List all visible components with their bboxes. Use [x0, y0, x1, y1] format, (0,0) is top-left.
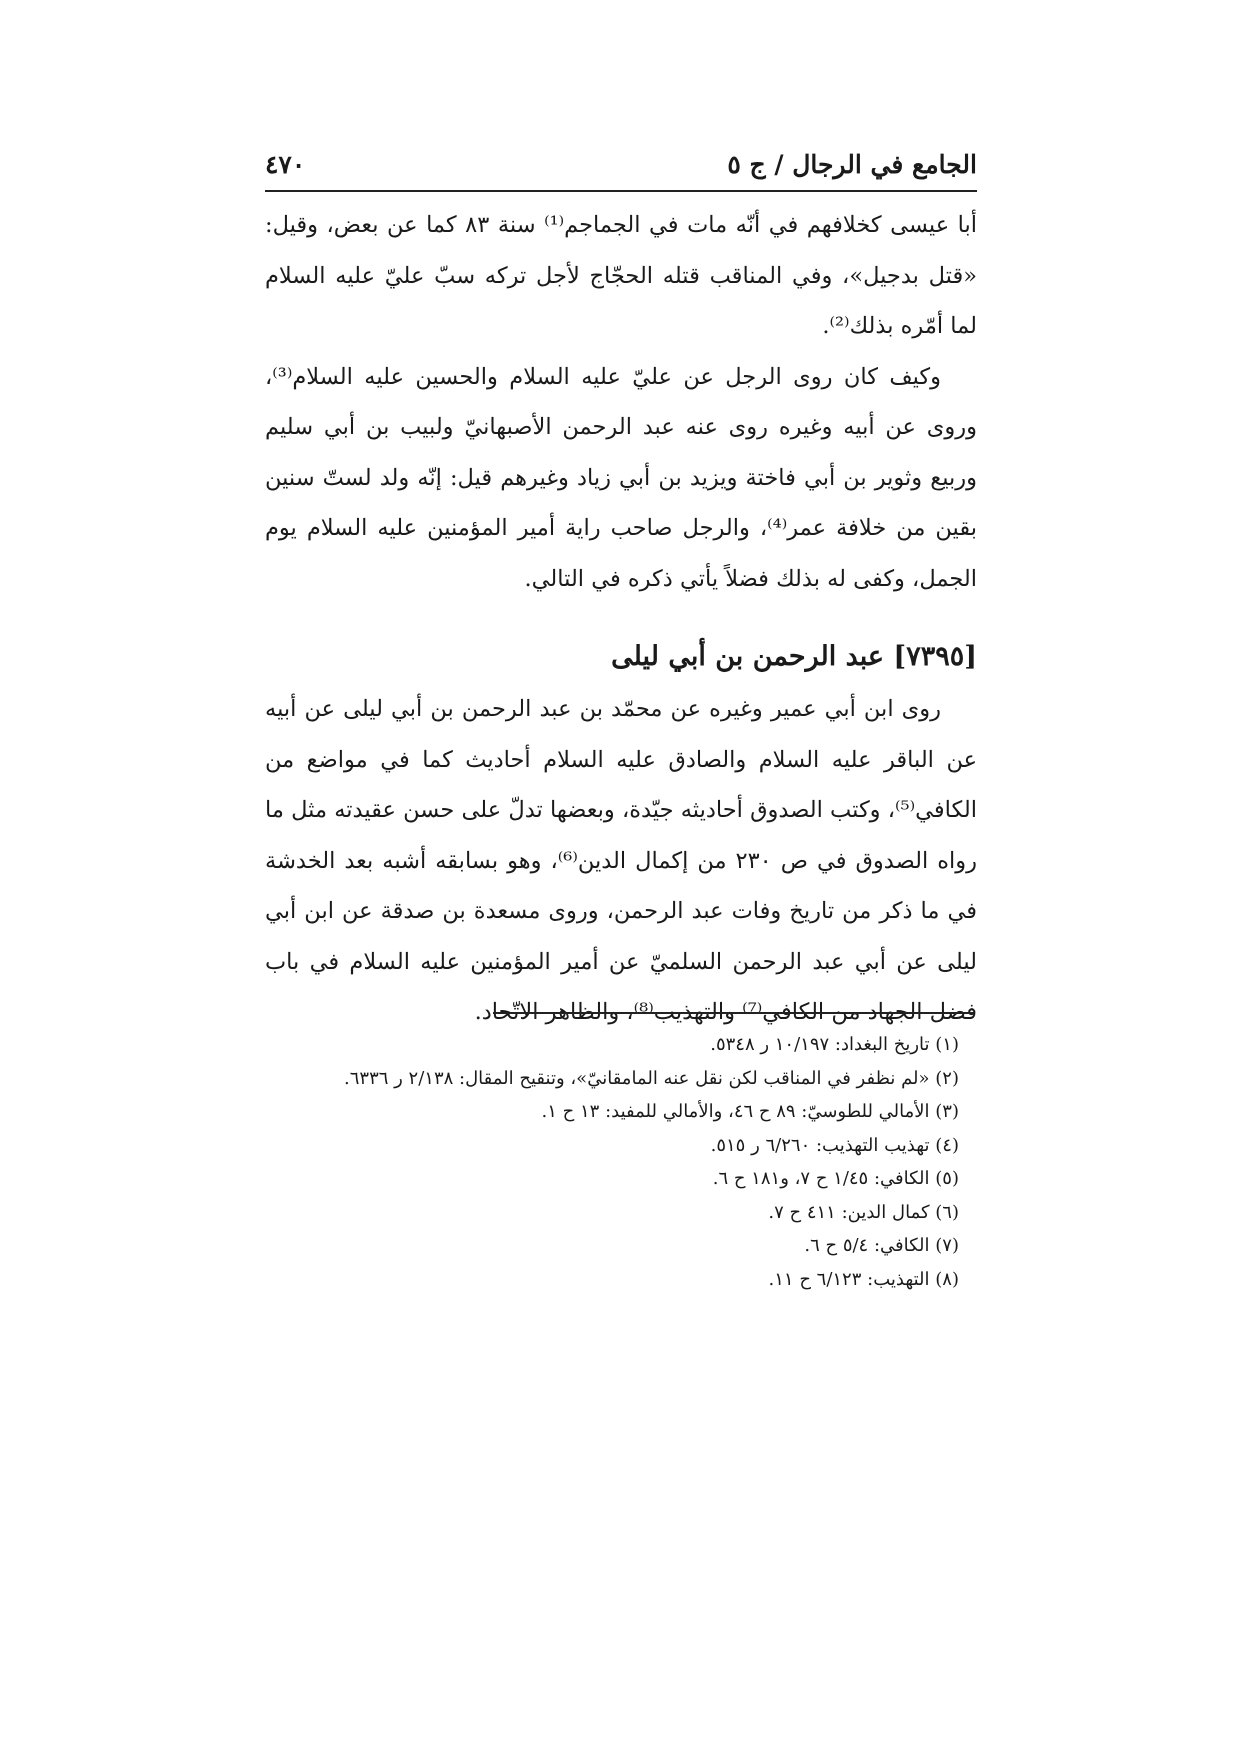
entry-body: روى ابن أبي عمير وغيره عن محمّد بن عبد الرحمن بن أبي ليلى عن أبيه عن الباقر عليه السلام والصادق عليه السلام أحاديث كما في مواضع من الكافي⁽⁵⁾، وكتب الصدوق أحاديثه جيّدة، وبعضها تدلّ على حسن عقيدته مثل ما رواه الصدوق في ص ٢٣٠ من إكمال الدين⁽⁶⁾، وهو بسابقه أشبه بعد الخدشة في ما ذكر من تاريخ وفات عبد الرحمن، وروى مسعدة بن صدقة عن ابن أبي ليلى عن أبي عبد الرحمن السلميّ عن أمير المؤمنين عليه السلام في باب فضل الجهاد من الكافي⁽⁷⁾ والتهذيب⁽⁸⁾، والظاهر الاتّحاد.	[265, 696, 977, 1025]
footnote: (٧) الكافي: ٥/٤ ح ٦.	[804, 1235, 959, 1256]
book-title: الجامع في الرجال / ج ٥	[727, 150, 977, 179]
paragraph: وكيف كان روى الرجل عن عليّ عليه السلام والحسين عليه السلام⁽³⁾، وروى عن أبيه وغيره روى عنه عبد الرحمن الأصبهانيّ ولبيب بن أبي سليم وربيع وثوير بن أبي فاختة ويزيد بن أبي زياد وغيرهم قيل: إنّه ولد لستّ سنين بقين من خلافة عمر⁽⁴⁾، والرجل صاحب راية أمير المؤمنين عليه السلام يوم الجمل، وكفى له بذلك فضلاً يأتي ذكره في التالي.	[265, 363, 977, 592]
footnote: (٣) الأمالي للطوسيّ: ٨٩ ح ٤٦، والأمالي للمفيد: ١٣ ح ١.	[541, 1101, 959, 1122]
paragraph-continuation: أبا عيسى كخلافهم في أنّه مات في الجماجم⁽¹⁾ سنة ٨٣ كما عن بعض، وقيل: «قتل بدجيل»، وفي المناقب قتله الحجّاج لأجل تركه سبّ عليّ عليه السلام لما أمّره بذلك⁽²⁾.	[265, 212, 977, 339]
entry-heading: [٧٣٩٥] عبد الرحمن بن أبي ليلى	[611, 641, 977, 672]
footnote: (٥) الكافي: ١/٤٥ ح ٧، و١٨١ ح ٦.	[712, 1168, 959, 1189]
footnote: (١) تاريخ البغداد: ١٠/١٩٧ ر ٥٣٤٨.	[710, 1034, 959, 1055]
footnote: (٨) التهذيب: ٦/١٢٣ ح ١١.	[768, 1268, 959, 1290]
footnote: (٦) كمال الدين: ٤١١ ح ٧.	[768, 1201, 959, 1223]
page-header	[265, 150, 977, 192]
page-number: ٤٧٠	[265, 150, 306, 179]
footnote-divider	[493, 1012, 974, 1014]
footnote: (٤) تهذيب التهذيب: ٦/٢٦٠ ر ٥١٥.	[710, 1134, 959, 1156]
footnote: (٢) «لم نظفر في المناقب لكن نقل عنه المامقانيّ»، وتنقيح المقال: ٢/١٣٨ ر ٦٣٣٦.	[344, 1067, 959, 1089]
main-text	[265, 200, 977, 1038]
footnotes-list	[265, 1028, 977, 1296]
